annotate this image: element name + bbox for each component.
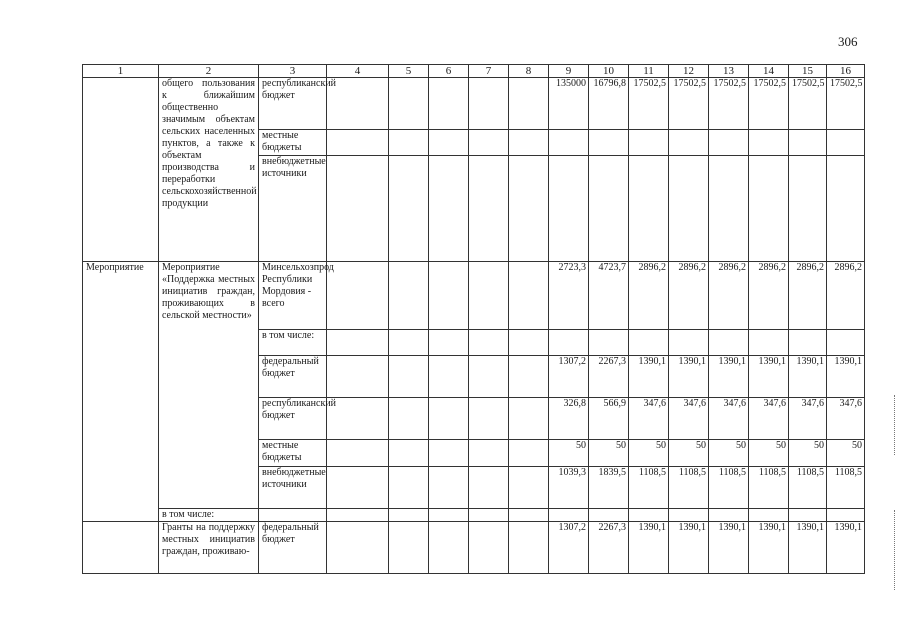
column-number: 10 bbox=[589, 65, 629, 78]
column-number: 2 bbox=[159, 65, 259, 78]
value-cell: 2267,3 bbox=[589, 522, 629, 574]
value-cell: 1390,1 bbox=[749, 356, 789, 398]
value-cell: 347,6 bbox=[749, 398, 789, 440]
value-cell bbox=[669, 156, 709, 262]
value-cell bbox=[589, 156, 629, 262]
column-number: 8 bbox=[509, 65, 549, 78]
grant-text-cell: Гранты на поддержку местных инициатив граждан, проживаю- bbox=[159, 522, 259, 574]
table-cell bbox=[827, 509, 865, 522]
table-cell bbox=[327, 440, 389, 467]
table-cell bbox=[469, 130, 509, 156]
value-cell: 347,6 bbox=[709, 398, 749, 440]
table-cell bbox=[83, 78, 159, 262]
table-cell bbox=[509, 522, 549, 574]
column-number: 9 bbox=[549, 65, 589, 78]
table-cell bbox=[629, 509, 669, 522]
table-cell bbox=[389, 78, 429, 130]
table-cell bbox=[259, 509, 327, 522]
column-number: 7 bbox=[469, 65, 509, 78]
value-cell bbox=[709, 156, 749, 262]
value-cell: 17502,5 bbox=[789, 78, 827, 130]
value-cell bbox=[629, 130, 669, 156]
table-cell bbox=[509, 509, 549, 522]
table-cell bbox=[469, 156, 509, 262]
table-row bbox=[83, 262, 865, 330]
table-cell bbox=[469, 262, 509, 330]
table-cell bbox=[509, 156, 549, 262]
value-cell: 347,6 bbox=[629, 398, 669, 440]
table-cell bbox=[509, 130, 549, 156]
value-cell: 2896,2 bbox=[827, 262, 865, 330]
value-cell: 1390,1 bbox=[749, 522, 789, 574]
table-cell bbox=[327, 130, 389, 156]
table-cell bbox=[469, 78, 509, 130]
column-number: 14 bbox=[749, 65, 789, 78]
value-cell: 347,6 bbox=[789, 398, 827, 440]
table-cell bbox=[327, 156, 389, 262]
table-cell bbox=[469, 398, 509, 440]
table-cell bbox=[509, 262, 549, 330]
value-cell: 2267,3 bbox=[589, 356, 629, 398]
table-cell bbox=[327, 330, 389, 356]
value-cell: 17502,5 bbox=[827, 78, 865, 130]
value-cell: 1839,5 bbox=[589, 467, 629, 509]
table-cell bbox=[429, 398, 469, 440]
column-number: 16 bbox=[827, 65, 865, 78]
column-number: 15 bbox=[789, 65, 827, 78]
value-cell: 17502,5 bbox=[669, 78, 709, 130]
column-number: 11 bbox=[629, 65, 669, 78]
table-cell bbox=[429, 509, 469, 522]
table-cell bbox=[327, 467, 389, 509]
value-cell: 50 bbox=[629, 440, 669, 467]
value-cell: 50 bbox=[709, 440, 749, 467]
table-cell bbox=[509, 78, 549, 130]
table-cell bbox=[509, 440, 549, 467]
value-cell bbox=[749, 156, 789, 262]
budget-table bbox=[82, 64, 865, 574]
value-cell: 4723,7 bbox=[589, 262, 629, 330]
value-cell: 50 bbox=[549, 440, 589, 467]
column-number: 5 bbox=[389, 65, 429, 78]
value-cell: 1108,5 bbox=[669, 467, 709, 509]
table-row bbox=[83, 509, 865, 522]
table-cell bbox=[327, 522, 389, 574]
table-cell bbox=[327, 509, 389, 522]
value-cell: 2896,2 bbox=[669, 262, 709, 330]
table-cell bbox=[429, 156, 469, 262]
value-cell bbox=[827, 156, 865, 262]
table-cell bbox=[709, 509, 749, 522]
including-cell: в том числе: bbox=[259, 330, 327, 356]
table-cell bbox=[389, 130, 429, 156]
value-cell: 326,8 bbox=[549, 398, 589, 440]
table-cell bbox=[429, 330, 469, 356]
table-cell bbox=[509, 398, 549, 440]
table-cell bbox=[429, 440, 469, 467]
table-cell bbox=[629, 330, 669, 356]
table-cell bbox=[789, 509, 827, 522]
including-cell: в том числе: bbox=[159, 509, 259, 522]
value-cell: 1390,1 bbox=[629, 522, 669, 574]
value-cell: 50 bbox=[749, 440, 789, 467]
table-cell bbox=[429, 78, 469, 130]
value-cell: 2896,2 bbox=[629, 262, 669, 330]
value-cell: 2723,3 bbox=[549, 262, 589, 330]
event-label-cell: Мероприятие bbox=[83, 262, 159, 522]
column-number: 4 bbox=[327, 65, 389, 78]
table-cell bbox=[429, 130, 469, 156]
value-cell: 347,6 bbox=[669, 398, 709, 440]
table-cell bbox=[327, 262, 389, 330]
value-cell: 17502,5 bbox=[629, 78, 669, 130]
table-cell bbox=[469, 509, 509, 522]
value-cell: 1108,5 bbox=[749, 467, 789, 509]
table-cell bbox=[389, 522, 429, 574]
table-cell bbox=[429, 356, 469, 398]
table-cell bbox=[509, 467, 549, 509]
value-cell: 135000 bbox=[549, 78, 589, 130]
value-cell: 2896,2 bbox=[709, 262, 749, 330]
source-cell: федеральный бюджет bbox=[259, 356, 327, 398]
table-cell bbox=[669, 509, 709, 522]
table-row bbox=[83, 522, 865, 574]
value-cell bbox=[749, 130, 789, 156]
table-cell bbox=[83, 522, 159, 574]
column-number: 12 bbox=[669, 65, 709, 78]
value-cell bbox=[669, 130, 709, 156]
table-cell bbox=[789, 330, 827, 356]
value-cell: 2896,2 bbox=[749, 262, 789, 330]
source-cell: местные бюджеты bbox=[259, 130, 327, 156]
value-cell: 1390,1 bbox=[669, 522, 709, 574]
table-cell bbox=[709, 330, 749, 356]
table-cell bbox=[389, 509, 429, 522]
value-cell bbox=[827, 130, 865, 156]
value-cell: 1390,1 bbox=[669, 356, 709, 398]
table-cell bbox=[429, 467, 469, 509]
table-cell bbox=[389, 356, 429, 398]
table-cell bbox=[429, 262, 469, 330]
table-cell bbox=[429, 522, 469, 574]
table-cell bbox=[549, 330, 589, 356]
table-cell bbox=[469, 467, 509, 509]
source-cell: внебюджетные источники bbox=[259, 467, 327, 509]
responsible-cell: Минсельхозпрод Республики Мордовия - всего bbox=[259, 262, 327, 330]
value-cell: 1108,5 bbox=[709, 467, 749, 509]
value-cell bbox=[709, 130, 749, 156]
table-cell bbox=[469, 522, 509, 574]
value-cell bbox=[789, 156, 827, 262]
table-cell bbox=[509, 330, 549, 356]
value-cell: 1108,5 bbox=[629, 467, 669, 509]
table-cell bbox=[389, 398, 429, 440]
table-cell bbox=[827, 330, 865, 356]
value-cell: 1307,2 bbox=[549, 522, 589, 574]
value-cell: 50 bbox=[589, 440, 629, 467]
table-cell bbox=[749, 509, 789, 522]
event-title-cell: Мероприятие «Поддержка местных инициатив граждан, проживающих в сельской местности» bbox=[159, 262, 259, 509]
column-number: 3 bbox=[259, 65, 327, 78]
column-number: 6 bbox=[429, 65, 469, 78]
value-cell: 1390,1 bbox=[789, 356, 827, 398]
source-cell: республиканский бюджет bbox=[259, 78, 327, 130]
table-row bbox=[83, 78, 865, 130]
table-cell bbox=[589, 509, 629, 522]
table-cell bbox=[389, 262, 429, 330]
value-cell: 50 bbox=[669, 440, 709, 467]
value-cell: 17502,5 bbox=[709, 78, 749, 130]
value-cell bbox=[589, 130, 629, 156]
scan-margin-mark bbox=[894, 510, 901, 590]
source-cell: федеральный бюджет bbox=[259, 522, 327, 574]
value-cell: 1390,1 bbox=[709, 356, 749, 398]
value-cell: 347,6 bbox=[827, 398, 865, 440]
value-cell: 50 bbox=[827, 440, 865, 467]
table-cell bbox=[589, 330, 629, 356]
table-cell bbox=[549, 509, 589, 522]
table-cell bbox=[327, 356, 389, 398]
table-cell bbox=[509, 356, 549, 398]
event-text-cell: общего пользования к ближайшим общественно значимым объектам сельских населенных пунктов, а также к объектам производства и переработки сельскохозяйственной продукции bbox=[159, 78, 259, 262]
table-cell bbox=[469, 330, 509, 356]
value-cell bbox=[629, 156, 669, 262]
table-cell bbox=[389, 330, 429, 356]
value-cell: 1390,1 bbox=[827, 522, 865, 574]
table-cell bbox=[749, 330, 789, 356]
value-cell: 566,9 bbox=[589, 398, 629, 440]
source-cell: внебюджетные источники bbox=[259, 156, 327, 262]
value-cell: 50 bbox=[789, 440, 827, 467]
table-cell bbox=[669, 330, 709, 356]
value-cell: 1039,3 bbox=[549, 467, 589, 509]
value-cell: 1108,5 bbox=[789, 467, 827, 509]
value-cell: 1108,5 bbox=[827, 467, 865, 509]
value-cell bbox=[549, 130, 589, 156]
value-cell: 1390,1 bbox=[789, 522, 827, 574]
value-cell: 1307,2 bbox=[549, 356, 589, 398]
source-cell: местные бюджеты bbox=[259, 440, 327, 467]
column-number: 13 bbox=[709, 65, 749, 78]
value-cell: 17502,5 bbox=[749, 78, 789, 130]
value-cell: 2896,2 bbox=[789, 262, 827, 330]
value-cell bbox=[789, 130, 827, 156]
table-cell bbox=[389, 156, 429, 262]
scan-margin-mark bbox=[894, 395, 901, 455]
value-cell: 1390,1 bbox=[629, 356, 669, 398]
value-cell: 16796,8 bbox=[589, 78, 629, 130]
value-cell: 1390,1 bbox=[827, 356, 865, 398]
table-cell bbox=[469, 440, 509, 467]
column-number: 1 bbox=[83, 65, 159, 78]
table-cell bbox=[389, 440, 429, 467]
source-cell: республиканский бюджет bbox=[259, 398, 327, 440]
column-number-row bbox=[83, 65, 865, 78]
page-number: 306 bbox=[838, 34, 858, 49]
value-cell bbox=[549, 156, 589, 262]
table-cell bbox=[469, 356, 509, 398]
table-cell bbox=[389, 467, 429, 509]
value-cell: 1390,1 bbox=[709, 522, 749, 574]
